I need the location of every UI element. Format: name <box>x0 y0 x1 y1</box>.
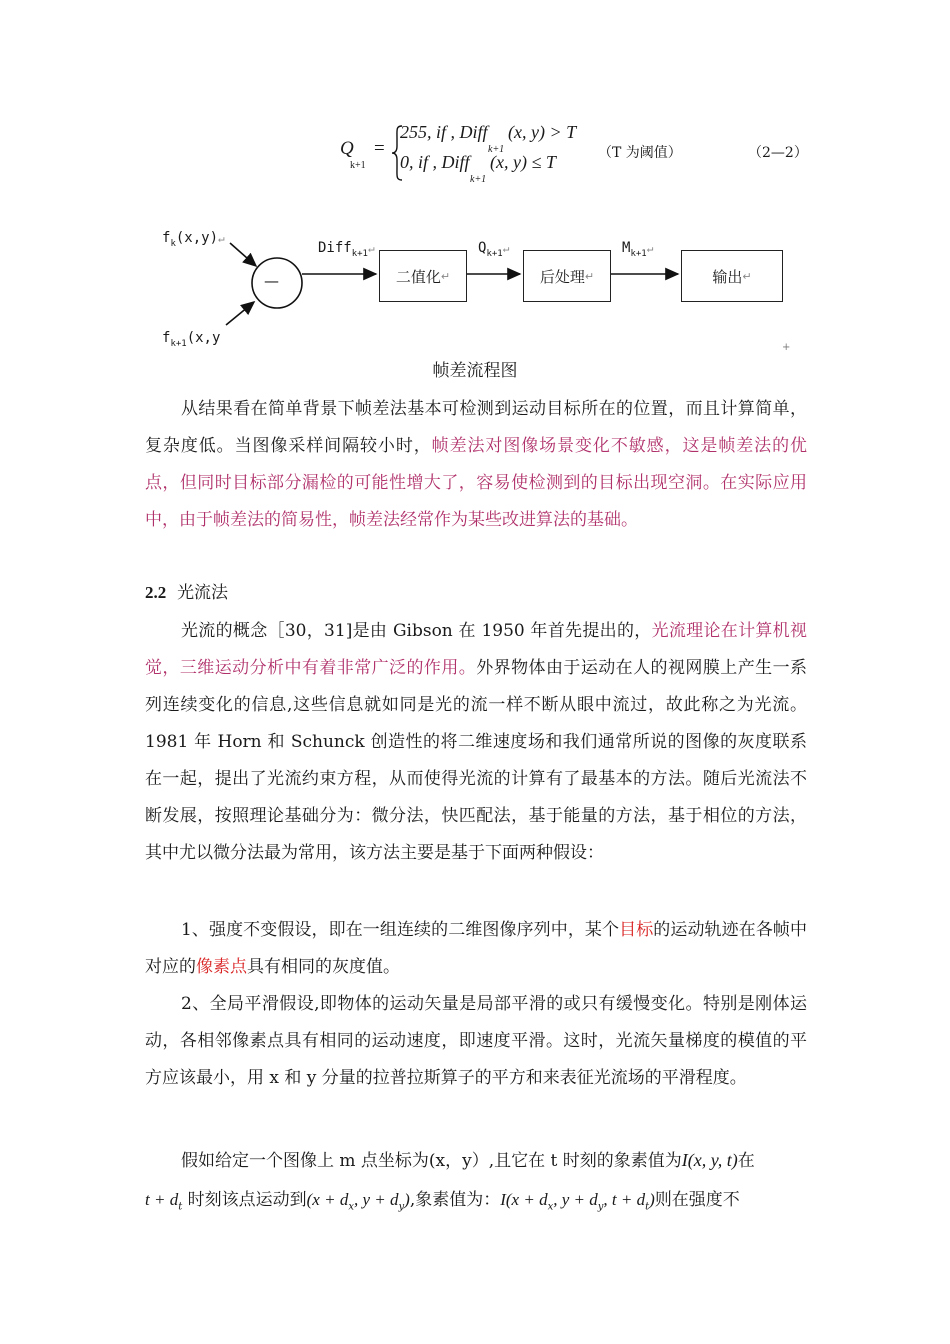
input-fk-label: $f_k(x,y)↵$ <box>162 230 225 249</box>
red-term-target: 目标 <box>619 920 654 940</box>
equation-case-1: 255, if , Diff <box>400 122 488 142</box>
equation-lhs: Q <box>340 138 354 159</box>
anchor-mark: + <box>782 342 791 353</box>
equation-case-2-tail: (x, y) ≤ T <box>490 152 556 172</box>
equation-case-1-subscript: k+1 <box>488 144 505 155</box>
frame-difference-flowchart <box>150 222 810 352</box>
highlighted-text: 帧差法对图像场景变化不敏感，这是帧差法的优点，但同时目标部分漏检的可能性增大了，容易使检测到的目标出现空洞。在实际应用中，由于帧差法的简易性，帧差法经常作为某些改进算法的基础。 <box>145 436 808 530</box>
paragraph-optical-flow-intro: 光流的概念［30，31]是由 Gibson 在 1950 年首先提出的，光流理论在计算机视觉，三维运动分析中有着非常广泛的作用。外界物体由于运动在人的视网膜上产生一系列连续变化的信息,这些信息就如同是光的流一样不断从眼中流过，故此称之为光流。1981 年 Horn 和 Schunck 创造性的将二维速度场和我们通常所说的图像的灰度联系在一起，提出了光流约束方程，从而使得光流的计算有了最基本的方法。随后光流法不断发展，按照理论基础分为：微分法，快匹配法，基于能量的方法，基于相位的方法，其中尤以微分法最为常用，该方法主要是基于下面两种假设： <box>145 621 808 863</box>
paragraph-assumption-2: 2、全局平滑假设,即物体的运动矢量是局部平滑的或只有缓慢变化。特别是刚体运动，各相邻像素点具有相同的运动速度，即速度平滑。这时，光流矢量梯度的模值的平方应该最小，用 x 和 y 分量的拉普拉斯算子的平方和来表征光流场的平滑程度。 <box>145 994 807 1088</box>
equation-number: （2—2） <box>748 145 808 161</box>
equation-note: （T 为阈值） <box>598 145 682 161</box>
red-term-pixel: 像素点 <box>196 957 247 977</box>
equation-case-1-tail: (x, y) > T <box>508 122 577 142</box>
output-box: 输出 ↵ <box>681 250 783 302</box>
binarize-box: 二值化 ↵ <box>379 250 467 302</box>
equation-equals: = <box>374 138 385 159</box>
section-heading: 2.2 光流法 <box>145 583 229 603</box>
pixel-motion-line-2: $t + d_t$ 时刻该点运动到($x + d_x$, $y + d_y$),象素值为：$I(x + d_x$, $y + d_y$, $t + d_t$)则在强度不 <box>145 1190 740 1213</box>
figure-caption: 帧差流程图 <box>432 361 518 381</box>
equation-case-2-subscript: k+1 <box>470 174 487 185</box>
paragraph-frame-difference-summary: 从结果看在简单背景下帧差法基本可检测到运动目标所在的位置，而且计算简单，复杂度低。当图像采样间隔较小时，帧差法对图像场景变化不敏感，这是帧差法的优点，但同时目标部分漏检的可能性增大了，容易使检测到的目标出现空洞。在实际应用中，由于帧差法的简易性，帧差法经常作为某些改进算法的基础。 <box>145 399 808 530</box>
m-label: $M_{k+1}↵$ <box>622 240 654 259</box>
input-fk1-label: $f_{k+1}(x,y$ <box>162 330 221 349</box>
subtract-operator: — <box>264 272 279 290</box>
diff-label: Diff$_{k+1}$↵ <box>318 240 375 259</box>
paragraph-pixel-motion <box>145 1140 807 1222</box>
equation-lhs-subscript: k+1 <box>350 160 366 171</box>
equation-2-2 <box>330 118 810 190</box>
highlighted-text: 光流理论在计算机视觉，三维运动分析中有着非常广泛的作用。 <box>145 621 807 678</box>
postprocess-box: 后处理 ↵ <box>523 250 611 302</box>
pixel-motion-line-1: 假如给定一个图像上 m 点坐标为(x，y）,且它在 t 时刻的象素值为I(x, y, t)在 <box>181 1150 755 1171</box>
paragraph-assumption-1: 1、强度不变假设，即在一组连续的二维图像序列中，某个目标的运动轨迹在各帧中对应的像素点具有相同的灰度值。 <box>145 920 808 977</box>
equation-case-2: 0, if , Diff <box>400 152 470 172</box>
q-label: $Q_{k+1}↵$ <box>478 240 510 259</box>
